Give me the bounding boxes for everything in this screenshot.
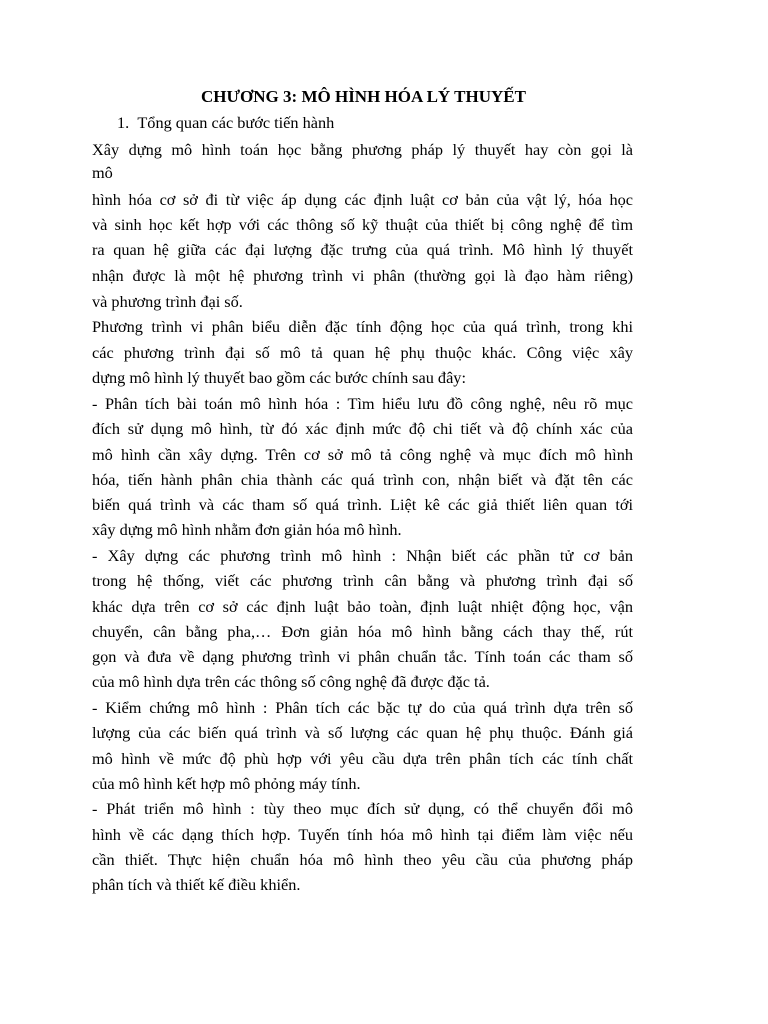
text-line: hóa, tiến hành phân chia thành các quá trình con, nhận biết và đặt tên các — [92, 470, 633, 489]
text-line: - Xây dựng các phương trình mô hình : Nhận biết các phần tử cơ bản — [92, 546, 633, 565]
text-line: nhận được là một hệ phương trình vi phân (thường gọi là đạo hàm riêng) — [92, 266, 633, 285]
text-line: khác dựa trên cơ sở các định luật bảo toàn, định luật nhiệt động học, vận — [92, 597, 633, 616]
text-line: ra quan hệ giữa các đại lượng đặc trưng của quá trình. Mô hình lý thuyết — [92, 240, 633, 259]
text-line: các phương trình đại số mô tả quan hệ phụ thuộc khác. Công việc xây — [92, 343, 633, 362]
text-line: lượng của các biến quá trình và số lượng các quan hệ phụ thuộc. Đánh giá — [92, 723, 633, 742]
text-line: mô — [92, 163, 113, 182]
text-line: chuyển, cân bằng pha,… Đơn giản hóa mô hình bằng cách thay thế, rút — [92, 622, 633, 641]
text-line: trong hệ thống, viết các phương trình cân bằng và phương trình đại số — [92, 571, 633, 590]
text-line: hình hóa cơ sở đi từ việc áp dụng các định luật cơ bản của vật lý, hóa học — [92, 190, 633, 209]
text-line: của mô hình dựa trên các thông số công nghệ đã được đặc tả. — [92, 672, 490, 691]
text-line: dựng mô hình lý thuyết bao gồm các bước chính sau đây: — [92, 368, 466, 387]
text-line: xây dựng mô hình nhằm đơn giản hóa mô hình. — [92, 520, 402, 539]
text-line: đích sử dụng mô hình, từ đó xác định mức độ chi tiết và độ chính xác của — [92, 419, 633, 438]
text-line: phân tích và thiết kế điều khiển. — [92, 875, 301, 894]
text-line: Xây dựng mô hình toán học bằng phương pháp lý thuyết hay còn gọi là — [92, 140, 633, 159]
section-number: 1. — [117, 113, 130, 132]
text-line: và sinh học kết hợp với các thông số kỹ thuật của thiết bị công nghệ để tìm — [92, 215, 633, 234]
text-line: gọn và đưa về dạng phương trình vi phân chuẩn tắc. Tính toán các tham số — [92, 647, 633, 666]
text-line: - Phát triển mô hình : tùy theo mục đích sử dụng, có thể chuyển đổi mô — [92, 799, 633, 818]
text-line: của mô hình kết hợp mô phỏng máy tính. — [92, 774, 361, 793]
text-line: - Phân tích bài toán mô hình hóa : Tìm hiểu lưu đồ công nghệ, nêu rõ mục — [92, 394, 633, 413]
text-line: biến quá trình và các tham số quá trình. Liệt kê các giả thiết liên quan tới — [92, 495, 633, 514]
text-line: - Kiểm chứng mô hình : Phân tích các bặc tự do của quá trình dựa trên số — [92, 698, 633, 717]
text-line: cần thiết. Thực hiện chuẩn hóa mô hình theo yêu cầu của phương pháp — [92, 850, 633, 869]
text-line: mô hình cần xây dựng. Trên cơ sở mô tả công nghệ và mục đích mô hình — [92, 445, 633, 464]
text-line: mô hình về mức độ phù hợp với yêu cầu dựa trên phân tích các tính chất — [92, 749, 633, 768]
text-line: hình về các dạng thích hợp. Tuyến tính hóa mô hình tại điểm làm việc nếu — [92, 825, 633, 844]
section-label: Tổng quan các bước tiến hành — [137, 113, 335, 132]
text-line: và phương trình đại số. — [92, 292, 243, 311]
section-heading — [117, 112, 658, 134]
chapter-title: CHƯƠNG 3: MÔ HÌNH HÓA LÝ THUYẾT — [201, 87, 526, 106]
text-line: Phương trình vi phân biểu diễn đặc tính động học của quá trình, trong khi — [92, 317, 633, 336]
